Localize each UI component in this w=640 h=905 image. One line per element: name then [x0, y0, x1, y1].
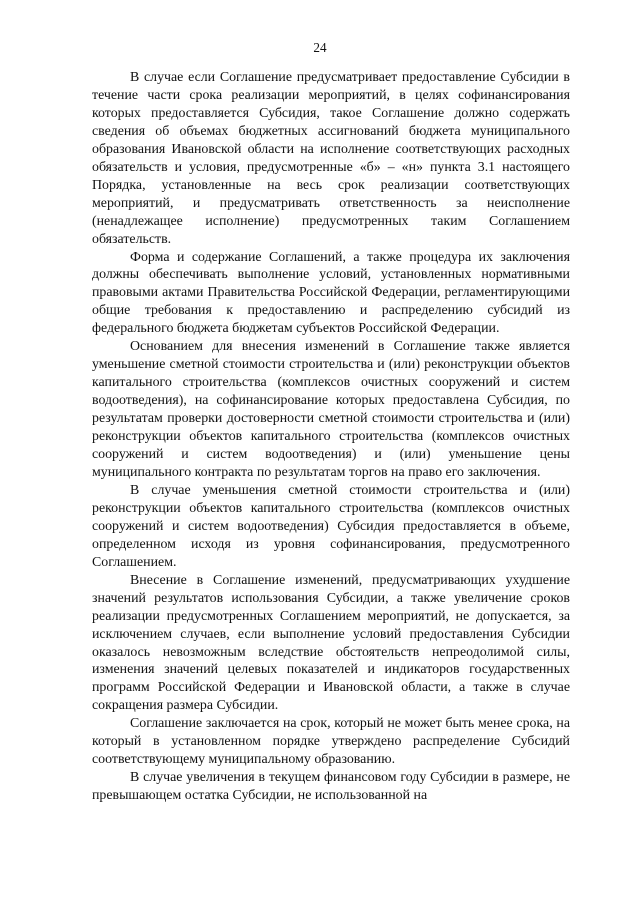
- paragraph-amendment-restrictions: Внесение в Соглашение изменений, предусматривающих ухудшение значений результатов использования Субсидии, а также увеличение сроков реализации предусмотренных Соглашением мероприятий, не допускается, за исключением случаев, если выполнение условий предоставления Субсидии оказалось невозможным вследствие обстоятельств непреодолимой силы, изменения значений целевых показателей и индикаторов государственных программ Российской Федерации и Ивановской области, а также в случае сокращения размера Субсидии.: [92, 572, 570, 714]
- paragraph-agreement-form: Форма и содержание Соглашений, а также процедура их заключения должны обеспечивать выполнение условий, установленных нормативными правовыми актами Правительства Российской Федерации, регламентирующими общие требования к предоставлению и распределению субсидий из федерального бюджета бюджетам субъектов Российской Федерации.: [92, 249, 570, 337]
- paragraph-subsidy-partial-term: В случае если Соглашение предусматривает предоставление Субсидии в течение части срока реализации мероприятий, в целях софинансирования которых предоставляется Субсидия, такое Соглашение должно содержать сведения об объемах бюджетных ассигнований бюджета муниципального образования Ивановской области на исполнение соответствующих расходных обязательств и условия, предусмотренные «б» – «н» пункта 3.1 настоящего Порядка, установленные на весь срок реализации соответствующих мероприятий, и предусматривать ответственность за неисполнение (ненадлежащее исполнение) предусмотренных таким Соглашением обязательств.: [92, 70, 570, 247]
- paragraph-amendment-grounds: Основанием для внесения изменений в Соглашение также является уменьшение сметной стоимости строительства и (или) реконструкции объектов капитального строительства (комплексов очистных сооружений и систем водоотведения), на софинансирование которых предоставлена Субсидия, по результатам проверки достоверности сметной стоимости строительства и (или) реконструкции объектов капитального строительства (комплексов очистных сооружений и систем водоотведения) и (или) уменьшение цены муниципального контракта по результатам торгов на право его заключения.: [92, 339, 570, 480]
- paragraph-subsidy-increase: В случае увеличения в текущем финансовом году Субсидии в размере, не превышающем остатка Субсидии, не использованной на: [92, 770, 570, 804]
- paragraph-agreement-term: Соглашение заключается на срок, который не может быть менее срока, на который в установленном порядке утверждено распределение Субсидий соответствующему муниципальному образованию.: [92, 716, 570, 768]
- paragraph-cost-reduction: В случае уменьшения сметной стоимости строительства и (или) реконструкции объектов капитального строительства (комплексов очистных сооружений и систем водоотведения) Субсидия предоставляется в объеме, определенном исходя из уровня софинансирования, предусмотренного Соглашением.: [92, 482, 570, 570]
- page-number: 24: [313, 40, 327, 55]
- document-body: [92, 69, 570, 805]
